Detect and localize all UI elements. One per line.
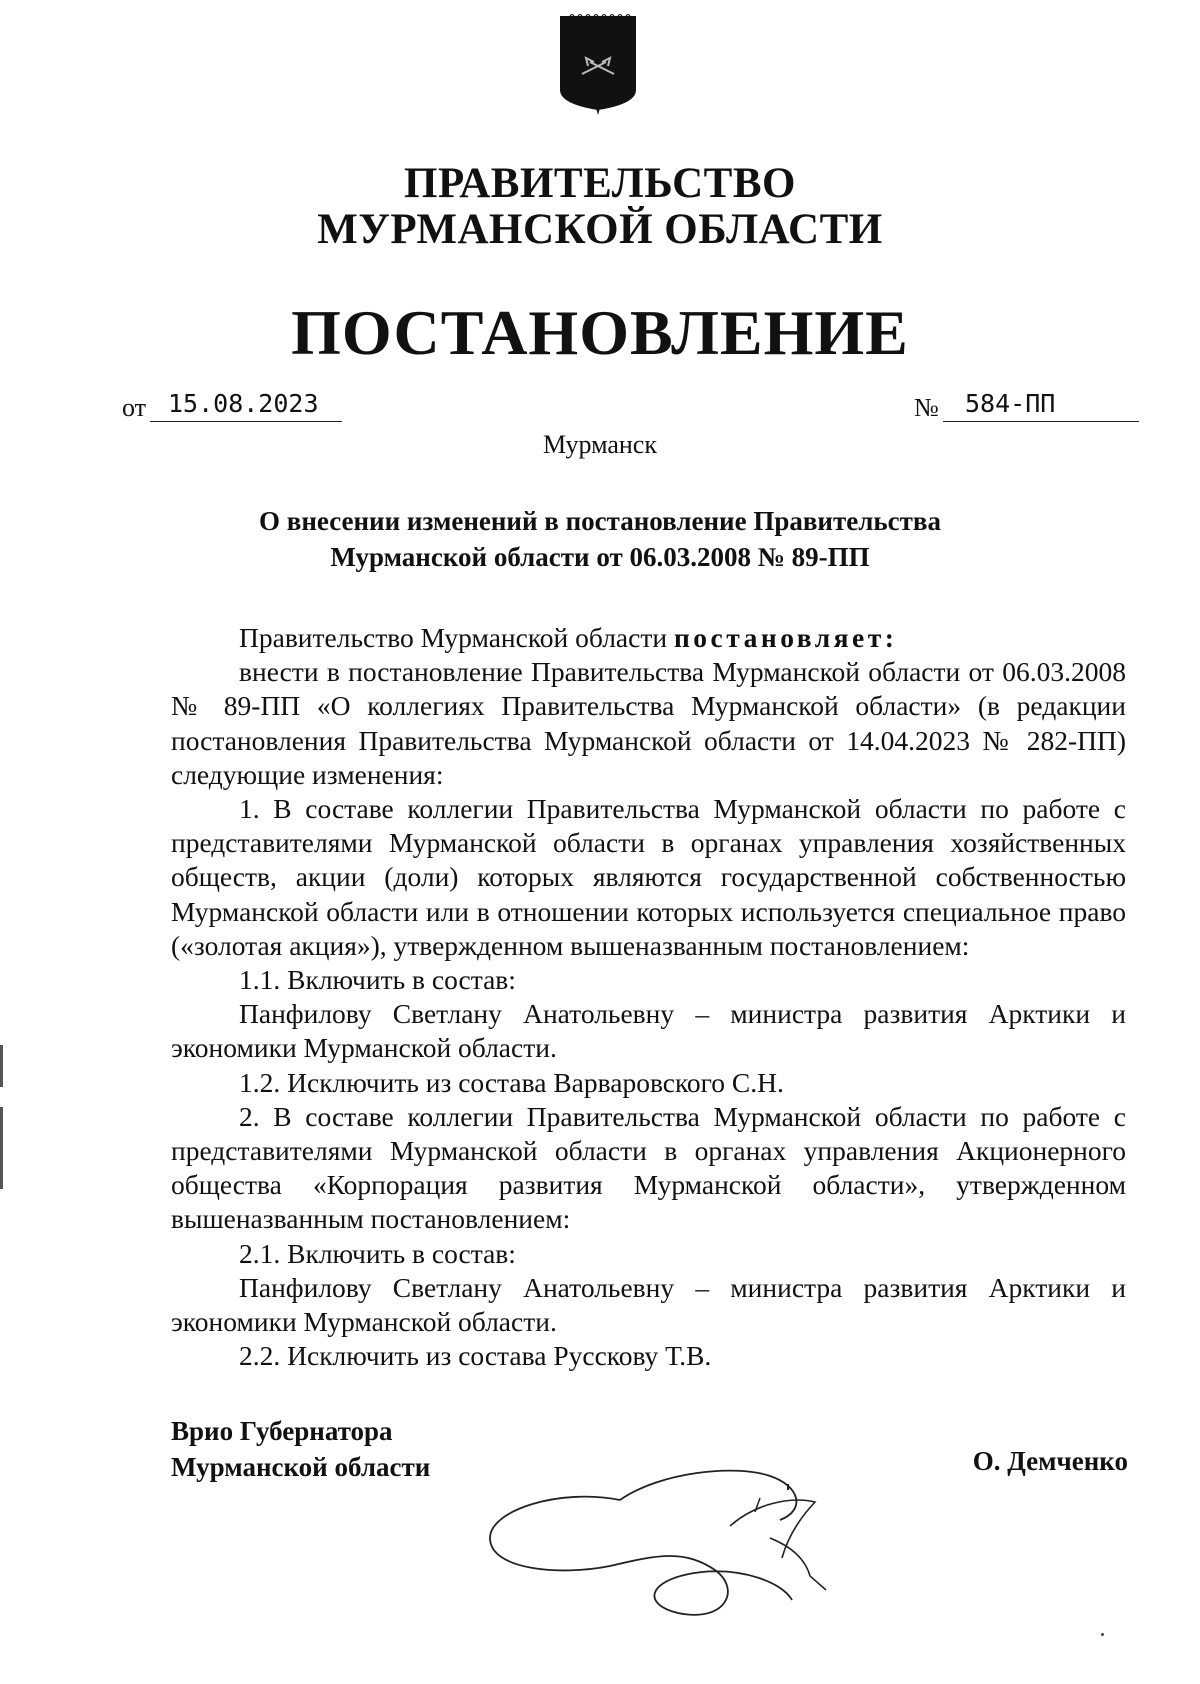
document-number: 584-ПП <box>943 387 1139 422</box>
scan-edge-mark <box>0 1045 3 1087</box>
item-2-1-text: Панфилову Светлану Анатольевну – министра развития Арктики и экономики Мурманской области. <box>171 1271 1126 1338</box>
city-name: Мурманск <box>543 430 657 459</box>
org-name-line2: МУРМАНСКОЙ ОБЛАСТИ <box>317 206 883 253</box>
item-2-1: 2.1. Включить в состав: <box>239 1237 516 1269</box>
item-1-2: 1.2. Исключить из состава Варваровского С.Н. <box>239 1066 784 1098</box>
preamble-decree: постановляет: <box>673 622 898 653</box>
scan-dot <box>1101 1633 1104 1636</box>
subject-line2: Мурманской области от 06.03.2008 № 89-ПП <box>330 542 870 572</box>
org-name-line1: ПРАВИТЕЛЬСТВО <box>404 160 796 207</box>
handwritten-signature <box>470 1418 870 1628</box>
signatory-title-line2: Мурманской области <box>171 1452 431 1482</box>
document-date: 15.08.2023 <box>150 387 342 422</box>
preamble <box>171 621 1126 655</box>
document-body <box>171 621 1126 1373</box>
item-1: 1. В составе коллегии Правительства Мурманской области по работе с представителями Мурманской области в органах управления хозяйственных обществ, акции (доли) которых являются государственной собственностью Мурманской области или в отношении которых используется специальное право («золотая акция»), утвержденном вышеназванным постановлением: <box>171 793 1126 961</box>
document-type-title: ПОСТАНОВЛЕНИЕ <box>291 297 909 368</box>
coat-of-arms-icon <box>558 14 638 116</box>
item-2-2: 2.2. Исключить из состава Русскову Т.В. <box>239 1340 712 1372</box>
scan-edge-mark <box>0 1107 3 1189</box>
subject-line1: О внесении изменений в постановление Правительства <box>259 506 941 536</box>
signatory-title-line1: Врио Губернатора <box>171 1416 393 1446</box>
date-label: от <box>122 393 147 422</box>
number-label: № <box>914 393 939 422</box>
preamble-text: Правительство Мурманской области <box>239 622 674 653</box>
intro-paragraph: внести в постановление Правительства Мурманской области от 06.03.2008 № 89-ПП «О коллегиях Правительства Мурманской области» (в редакции постановления Правительства Мурманской области от 14.04.2023 № 282-ПП) следующие изменения: <box>171 656 1126 790</box>
item-1-1: 1.1. Включить в состав: <box>239 964 516 996</box>
item-1-1-text: Панфилову Светлану Анатольевну – министра развития Арктики и экономики Мурманской области. <box>171 998 1126 1064</box>
signatory-name: О. Демченко <box>972 1446 1128 1476</box>
item-2: 2. В составе коллегии Правительства Мурманской области по работе с представителями Мурманской области в органах управления Акционерного общества «Корпорация развития Мурманской области», утвержденном вышеназванным постановлением: <box>171 1100 1126 1235</box>
